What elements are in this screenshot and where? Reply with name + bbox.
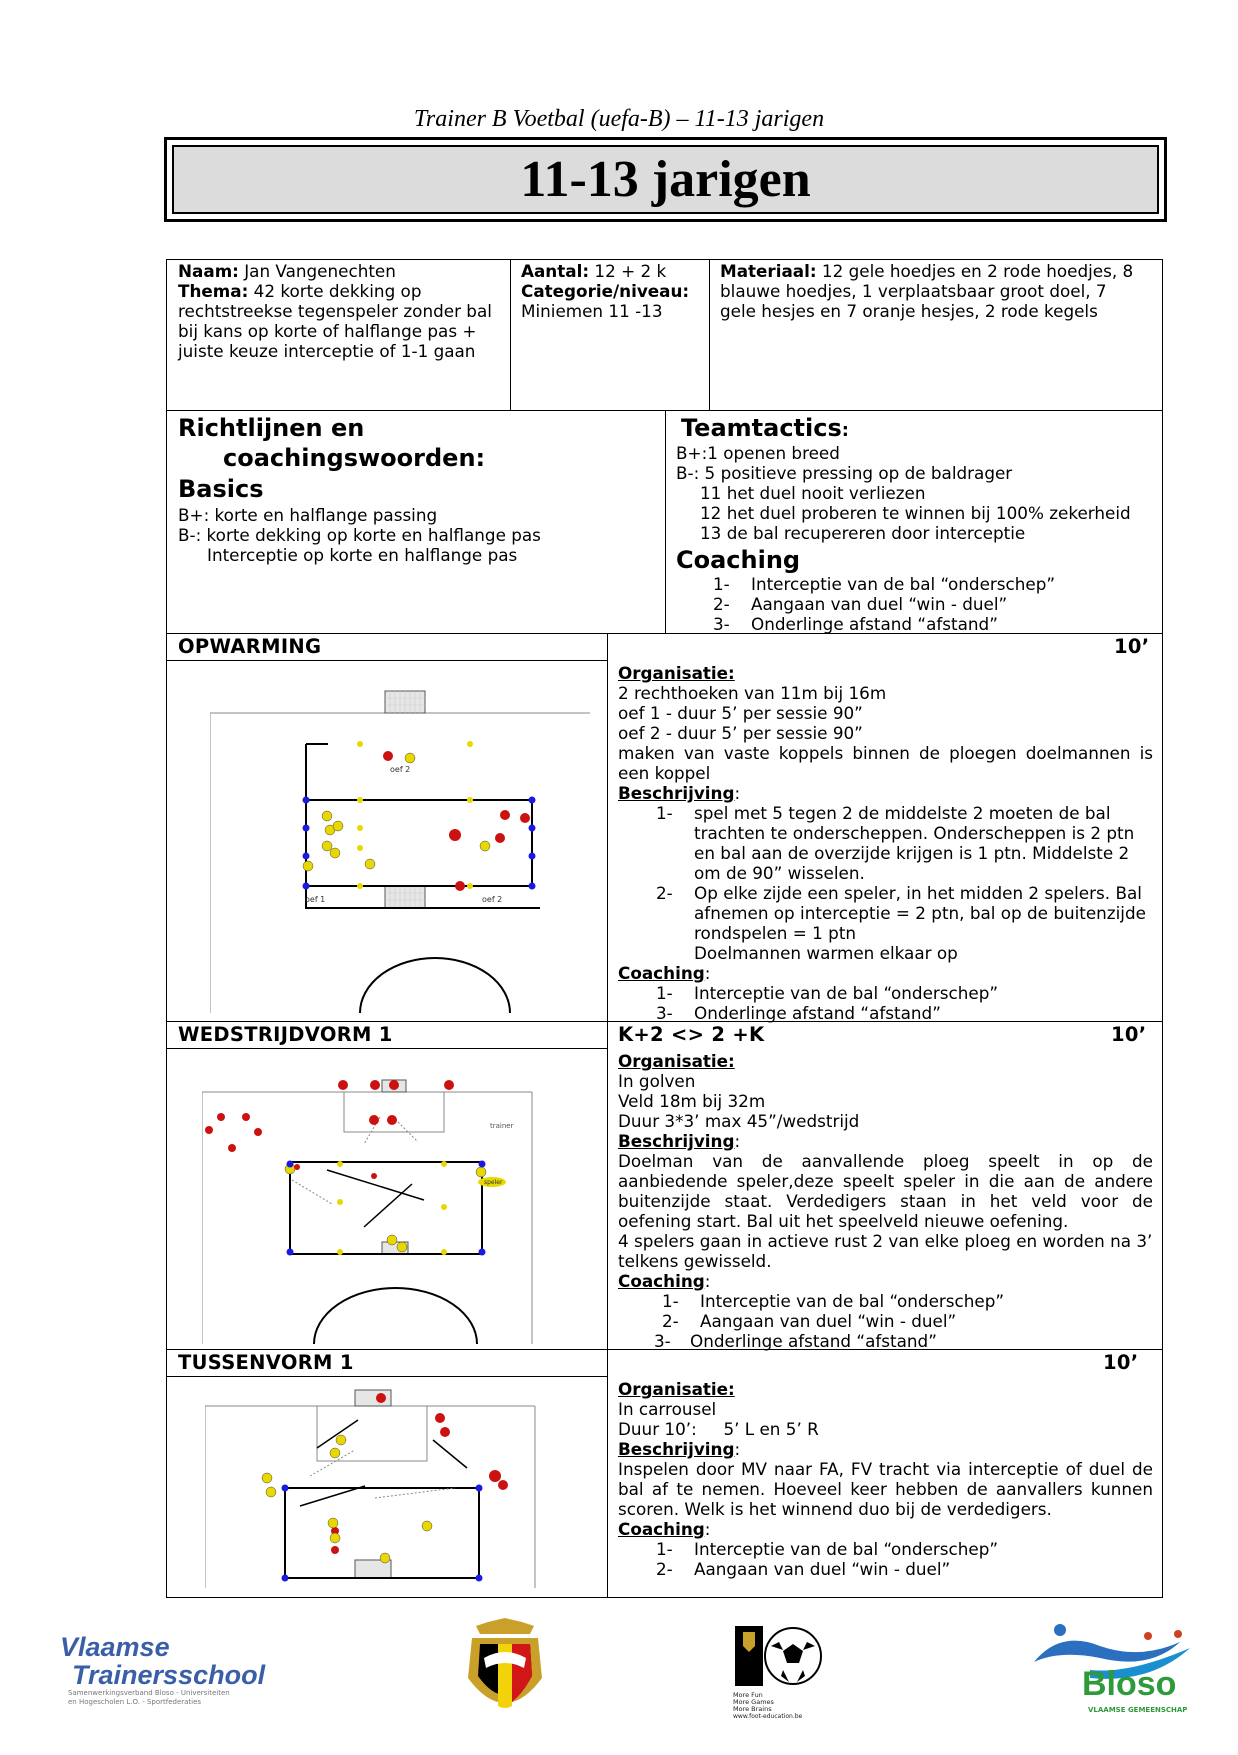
football-icon [733, 1626, 827, 1688]
basics-heading: Basics [178, 475, 264, 503]
thema-line: juiste keuze interceptie of 1-1 gaan [178, 341, 476, 361]
materiaal-label: Materiaal: [720, 261, 817, 281]
foot-education-logo [733, 1626, 827, 1722]
diagram-label: trainer [490, 1122, 514, 1130]
teamtactics-line: B+:1 openen breed [676, 443, 840, 463]
coaching-item: Onderlinge afstand “afstand” [690, 1331, 937, 1351]
materiaal-line: 12 gele hoedjes en 2 rode hoedjes, 8 [821, 261, 1134, 281]
diagram-label: oef 1 [305, 895, 326, 904]
thema-line: bij kans op korte of halflange pas + [178, 321, 477, 341]
aantal-value: 12 + 2 k [594, 261, 667, 281]
opwarming-diagram [210, 688, 600, 1013]
kbvb-crest-logo [462, 1618, 548, 1724]
coaching-item: Interceptie van de bal “onderschep” [700, 1291, 1005, 1311]
coaching-item: Aangaan van duel “win - duel” [694, 1559, 951, 1579]
diagram-label: speler [484, 1179, 503, 1186]
aantal-label: Aantal: [521, 261, 590, 281]
page-title: 11-13 jarigen [172, 145, 1159, 214]
coaching-num: 3- [713, 614, 730, 634]
document-subtitle: Trainer B Voetbal (uefa-B) – 11-13 jarigen [413, 106, 825, 132]
beschrijving-line: en bal aan de overzijde krijgen is 1 ptn. Middelste 2 [694, 843, 1130, 863]
materiaal-line: blauwe hoedjes, 1 verplaatsbaar groot doel, 7 [720, 281, 1107, 301]
coaching-label: Coaching [618, 963, 705, 983]
guideline-line: Interceptie op korte en halflange pas [207, 545, 518, 565]
tussenvorm-diagram [205, 1388, 545, 1588]
coaching-num: 2- [662, 1311, 679, 1331]
organisatie-label: Organisatie: [618, 1379, 735, 1399]
fe-line: More Fun [733, 1691, 763, 1699]
coaching-num: 3- [654, 1331, 671, 1351]
beschrijving-line: Op elke zijde een speler, in het midden 2 spelers. Bal [694, 883, 1142, 903]
categorie-label: Categorie/niveau: [521, 281, 690, 301]
guidelines-heading: Richtlijnen en [178, 414, 365, 442]
coaching-num: 3- [656, 1003, 673, 1023]
vts-logo-small: en Hogescholen L.O. - Sportfederaties [68, 1698, 202, 1706]
section-format: K+2 <> 2 +K [618, 1023, 765, 1046]
coaching-item: Onderlinge afstand “afstand” [694, 1003, 941, 1023]
materiaal-line: gele hesjes en 7 oranje hesjes, 2 rode kegels [720, 301, 1098, 321]
coaching-item: Onderlinge afstand “afstand” [751, 614, 998, 634]
organisatie-label: Organisatie: [618, 1051, 735, 1071]
beschrijving-line: afnemen op interceptie = 2 ptn, bal op de buitenzijde [694, 903, 1146, 923]
coaching-num: 2- [656, 1559, 673, 1579]
organisatie-line: In golven [618, 1071, 696, 1091]
organisatie-label: Organisatie: [618, 663, 735, 683]
section-time: 10’ [1111, 1023, 1147, 1046]
coaching-heading: Coaching [676, 546, 801, 574]
coaching-num: 1- [656, 1539, 673, 1559]
section-title: OPWARMING [178, 635, 322, 658]
coaching-item: Aangaan van duel “win - duel” [700, 1311, 957, 1331]
naam-value: Jan Vangenechten [244, 261, 396, 281]
organisatie-line: Duur 3*3’ max 45”/wedstrijd [618, 1111, 860, 1131]
section-time: 10’ [1103, 1351, 1139, 1374]
organisatie-line: In carrousel [618, 1399, 717, 1419]
coaching-item: Aangaan van duel “win - duel” [751, 594, 1008, 614]
thema-label: Thema: [178, 281, 249, 301]
bloso-logo [1030, 1622, 1200, 1722]
coaching-label: Coaching [618, 1519, 705, 1539]
beschrijving-line: Doelmannen warmen elkaar op [694, 943, 958, 963]
section-title: TUSSENVORM 1 [178, 1351, 354, 1374]
teamtactics-line: B-: 5 positieve pressing op de baldrager [676, 463, 1013, 483]
organisatie-line: oef 1 - duur 5’ per sessie 90” [618, 703, 863, 723]
vts-logo-line1: Vlaamse [60, 1632, 170, 1662]
coaching-num: 2- [713, 594, 730, 614]
beschrijving-paragraph: Doelman van de aanvallende ploeg speelt in op de aanbiedende speler,deze speelt speler in die aan de andere buitenzijde staat. Verdedigers staan in het veld voor de oefening start. Bal uit het speelveld nieuwe oefening. [618, 1151, 1153, 1231]
fe-line: More Brains [733, 1705, 772, 1713]
organisatie-line: Duur 10’: 5’ L en 5’ R [618, 1419, 819, 1439]
organisatie-line: Veld 18m bij 32m [618, 1091, 766, 1111]
coaching-item: Interceptie van de bal “onderschep” [694, 983, 999, 1003]
beschrijving-label: Beschrijving [618, 783, 735, 803]
coaching-label: Coaching [618, 1271, 705, 1291]
naam-label: Naam: [178, 261, 239, 281]
fe-line: More Games [733, 1698, 774, 1706]
guideline-line: B+: korte en halflange passing [178, 505, 438, 525]
organisatie-line: 2 rechthoeken van 11m bij 16m [618, 683, 887, 703]
vlaamse-trainersschool-logo [60, 1633, 290, 1715]
beschrijving-paragraph: 4 spelers gaan in actieve rust 2 van elke ploeg en worden na 3’ telkens gewisseld. [618, 1231, 1153, 1271]
diagram-label: oef 2 [390, 765, 411, 774]
thema-line: 42 korte dekking op [253, 281, 422, 301]
teamtactics-line: 13 de bal recupereren door interceptie [700, 523, 1026, 543]
bloso-sub: VLAAMSE GEMEENSCHAP [1088, 1706, 1188, 1714]
coaching-item: Interceptie van de bal “onderschep” [751, 574, 1056, 594]
organisatie-line: oef 2 - duur 5’ per sessie 90” [618, 723, 863, 743]
beschrijving-paragraph: Inspelen door MV naar FA, FV tracht via interceptie of duel de bal af te nemen. Hoeveel keer hebben de aanvallers kunnen scoren. Welk is het winnend duo bij de verdedigers. [618, 1459, 1153, 1519]
wedstrijdvorm-diagram [202, 1072, 602, 1344]
beschrijving-num: 2- [656, 883, 673, 903]
coaching-num: 1- [656, 983, 673, 1003]
section-title: WEDSTRIJDVORM 1 [178, 1023, 393, 1046]
bloso-wordmark: Bloso [1082, 1665, 1177, 1703]
beschrijving-line: rondspelen = 1 ptn [694, 923, 857, 943]
vts-logo-line2: Trainersschool [72, 1660, 266, 1690]
coaching-item: Interceptie van de bal “onderschep” [694, 1539, 999, 1559]
title-box [164, 137, 1167, 222]
teamtactics-line: 11 het duel nooit verliezen [700, 483, 926, 503]
teamtactics-colon: : [841, 420, 849, 441]
beschrijving-line: om de 90” wisselen. [694, 863, 865, 883]
categorie-value: Miniemen 11 -13 [521, 301, 663, 321]
teamtactics-heading: Teamtactics [681, 414, 842, 442]
guideline-line: B-: korte dekking op korte en halflange pas [178, 525, 541, 545]
thema-line: rechtstreekse tegenspeler zonder bal [178, 301, 492, 321]
organisatie-paragraph: maken van vaste koppels binnen de ploegen doelmannen is een koppel [618, 743, 1153, 783]
beschrijving-label: Beschrijving [618, 1131, 735, 1151]
fe-url: www.foot-education.be [733, 1713, 803, 1720]
vts-logo-small: Samenwerkingsverband Bloso - Universiteiten [68, 1689, 230, 1697]
beschrijving-line: trachten te onderscheppen. Onderscheppen is 2 ptn [694, 823, 1135, 843]
beschrijving-num: 1- [656, 803, 673, 823]
beschrijving-label: Beschrijving [618, 1439, 735, 1459]
coaching-num: 1- [662, 1291, 679, 1311]
beschrijving-line: spel met 5 tegen 2 de middelste 2 moeten de bal [694, 803, 1111, 823]
coaching-num: 1- [713, 574, 730, 594]
diagram-label: oef 2 [482, 895, 503, 904]
guidelines-heading-2: coachingswoorden: [223, 444, 486, 472]
teamtactics-line: 12 het duel proberen te winnen bij 100% zekerheid [700, 503, 1131, 523]
section-time: 10’ [1114, 635, 1150, 658]
